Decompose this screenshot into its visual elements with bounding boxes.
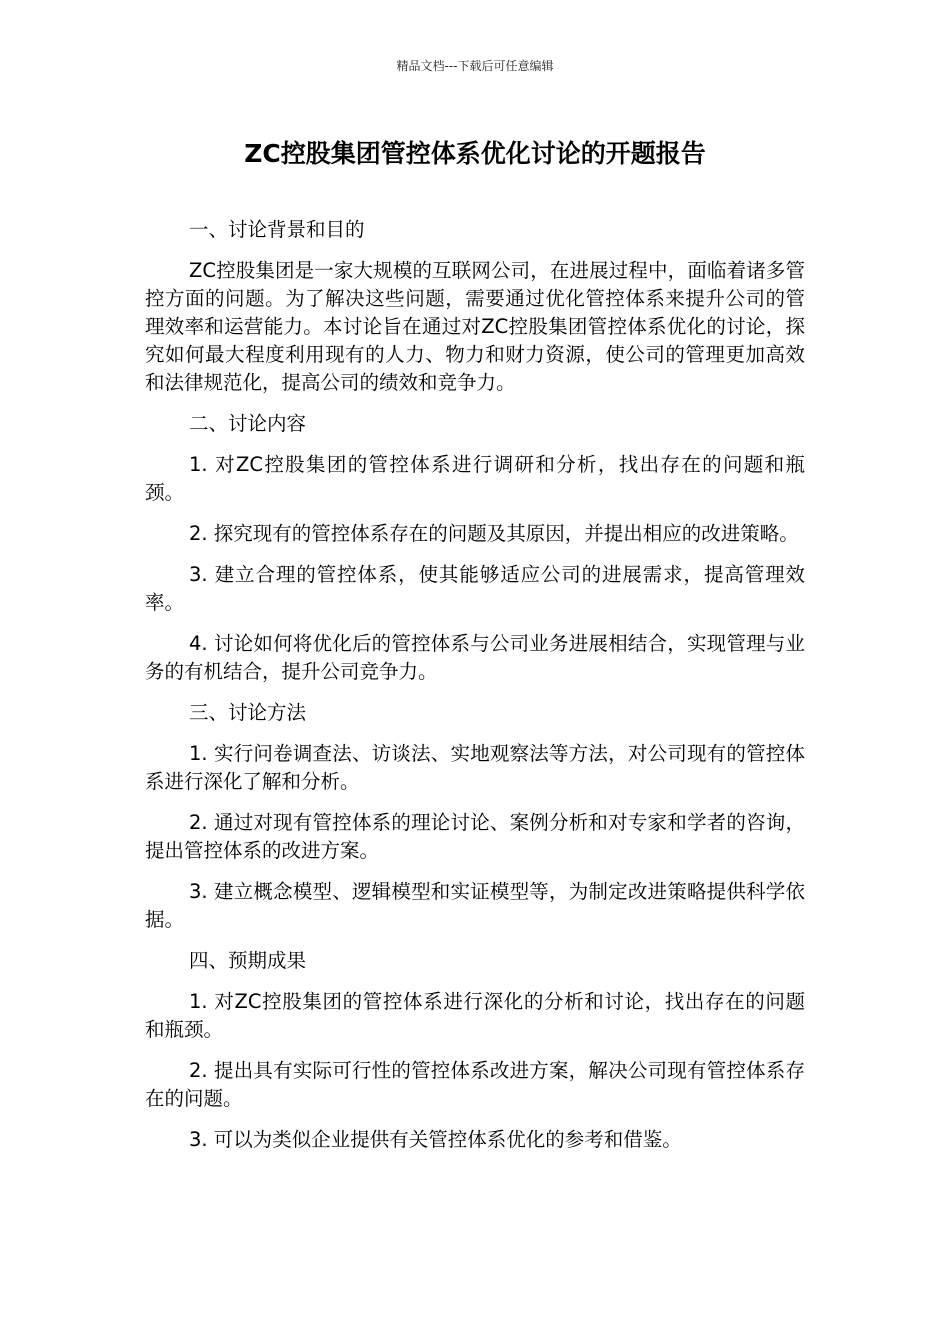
outcome-item-2: 2. 提出具有实际可行性的管控体系改进方案，解决公司现有管控体系存在的问题。 xyxy=(145,1059,805,1110)
method-item-1: 1. 实行问卷调查法、访谈法、实地观察法等方法，对公司现有的管控体系进行深化了解和分析。 xyxy=(145,742,805,793)
section-heading-background: 一、讨论背景和目的 xyxy=(189,218,365,241)
content-item-1: 1. 对ZC控股集团的管控体系进行调研和分析，找出存在的问题和瓶颈。 xyxy=(145,453,805,504)
section-heading-outcomes: 四、预期成果 xyxy=(189,949,307,972)
method-item-2: 2. 通过对现有管控体系的理论讨论、案例分析和对专家和学者的咨询，提出管控体系的改进方案。 xyxy=(145,811,805,862)
outcome-item-3: 3. 可以为类似企业提供有关管控体系优化的参考和借鉴。 xyxy=(189,1128,682,1151)
document-body xyxy=(145,216,805,1167)
method-item-3: 3. 建立概念模型、逻辑模型和实证模型等，为制定改进策略提供科学依据。 xyxy=(145,880,805,931)
document-title: ZC控股集团管控体系优化讨论的开题报告 xyxy=(244,139,706,168)
section-heading-content: 二、讨论内容 xyxy=(189,412,307,435)
content-item-2: 2. 探究现有的管控体系存在的问题及其原因，并提出相应的改进策略。 xyxy=(189,522,799,545)
outcome-item-1: 1. 对ZC控股集团的管控体系进行深化的分析和讨论，找出存在的问题和瓶颈。 xyxy=(145,990,805,1041)
header-note: 精品文档---下载后可任意编辑 xyxy=(396,59,554,73)
content-item-4: 4. 讨论如何将优化后的管控体系与公司业务进展相结合，实现管理与业务的有机结合，提升公司竞争力。 xyxy=(145,632,805,683)
paragraph-background: ZC控股集团是一家大规模的互联网公司，在进展过程中，面临着诸多管控方面的问题。为了解决这些问题，需要通过优化管控体系来提升公司的管理效率和运营能力。本讨论旨在通过对ZC控股集团管控体系优化的讨论，探究如何最大程度利用现有的人力、物力和财力资源，使公司的管理更加高效和法律规范化，提高公司的绩效和竞争力。 xyxy=(145,259,805,394)
section-heading-methods: 三、讨论方法 xyxy=(189,701,307,724)
content-item-3: 3. 建立合理的管控体系，使其能够适应公司的进展需求，提高管理效率。 xyxy=(145,563,805,614)
